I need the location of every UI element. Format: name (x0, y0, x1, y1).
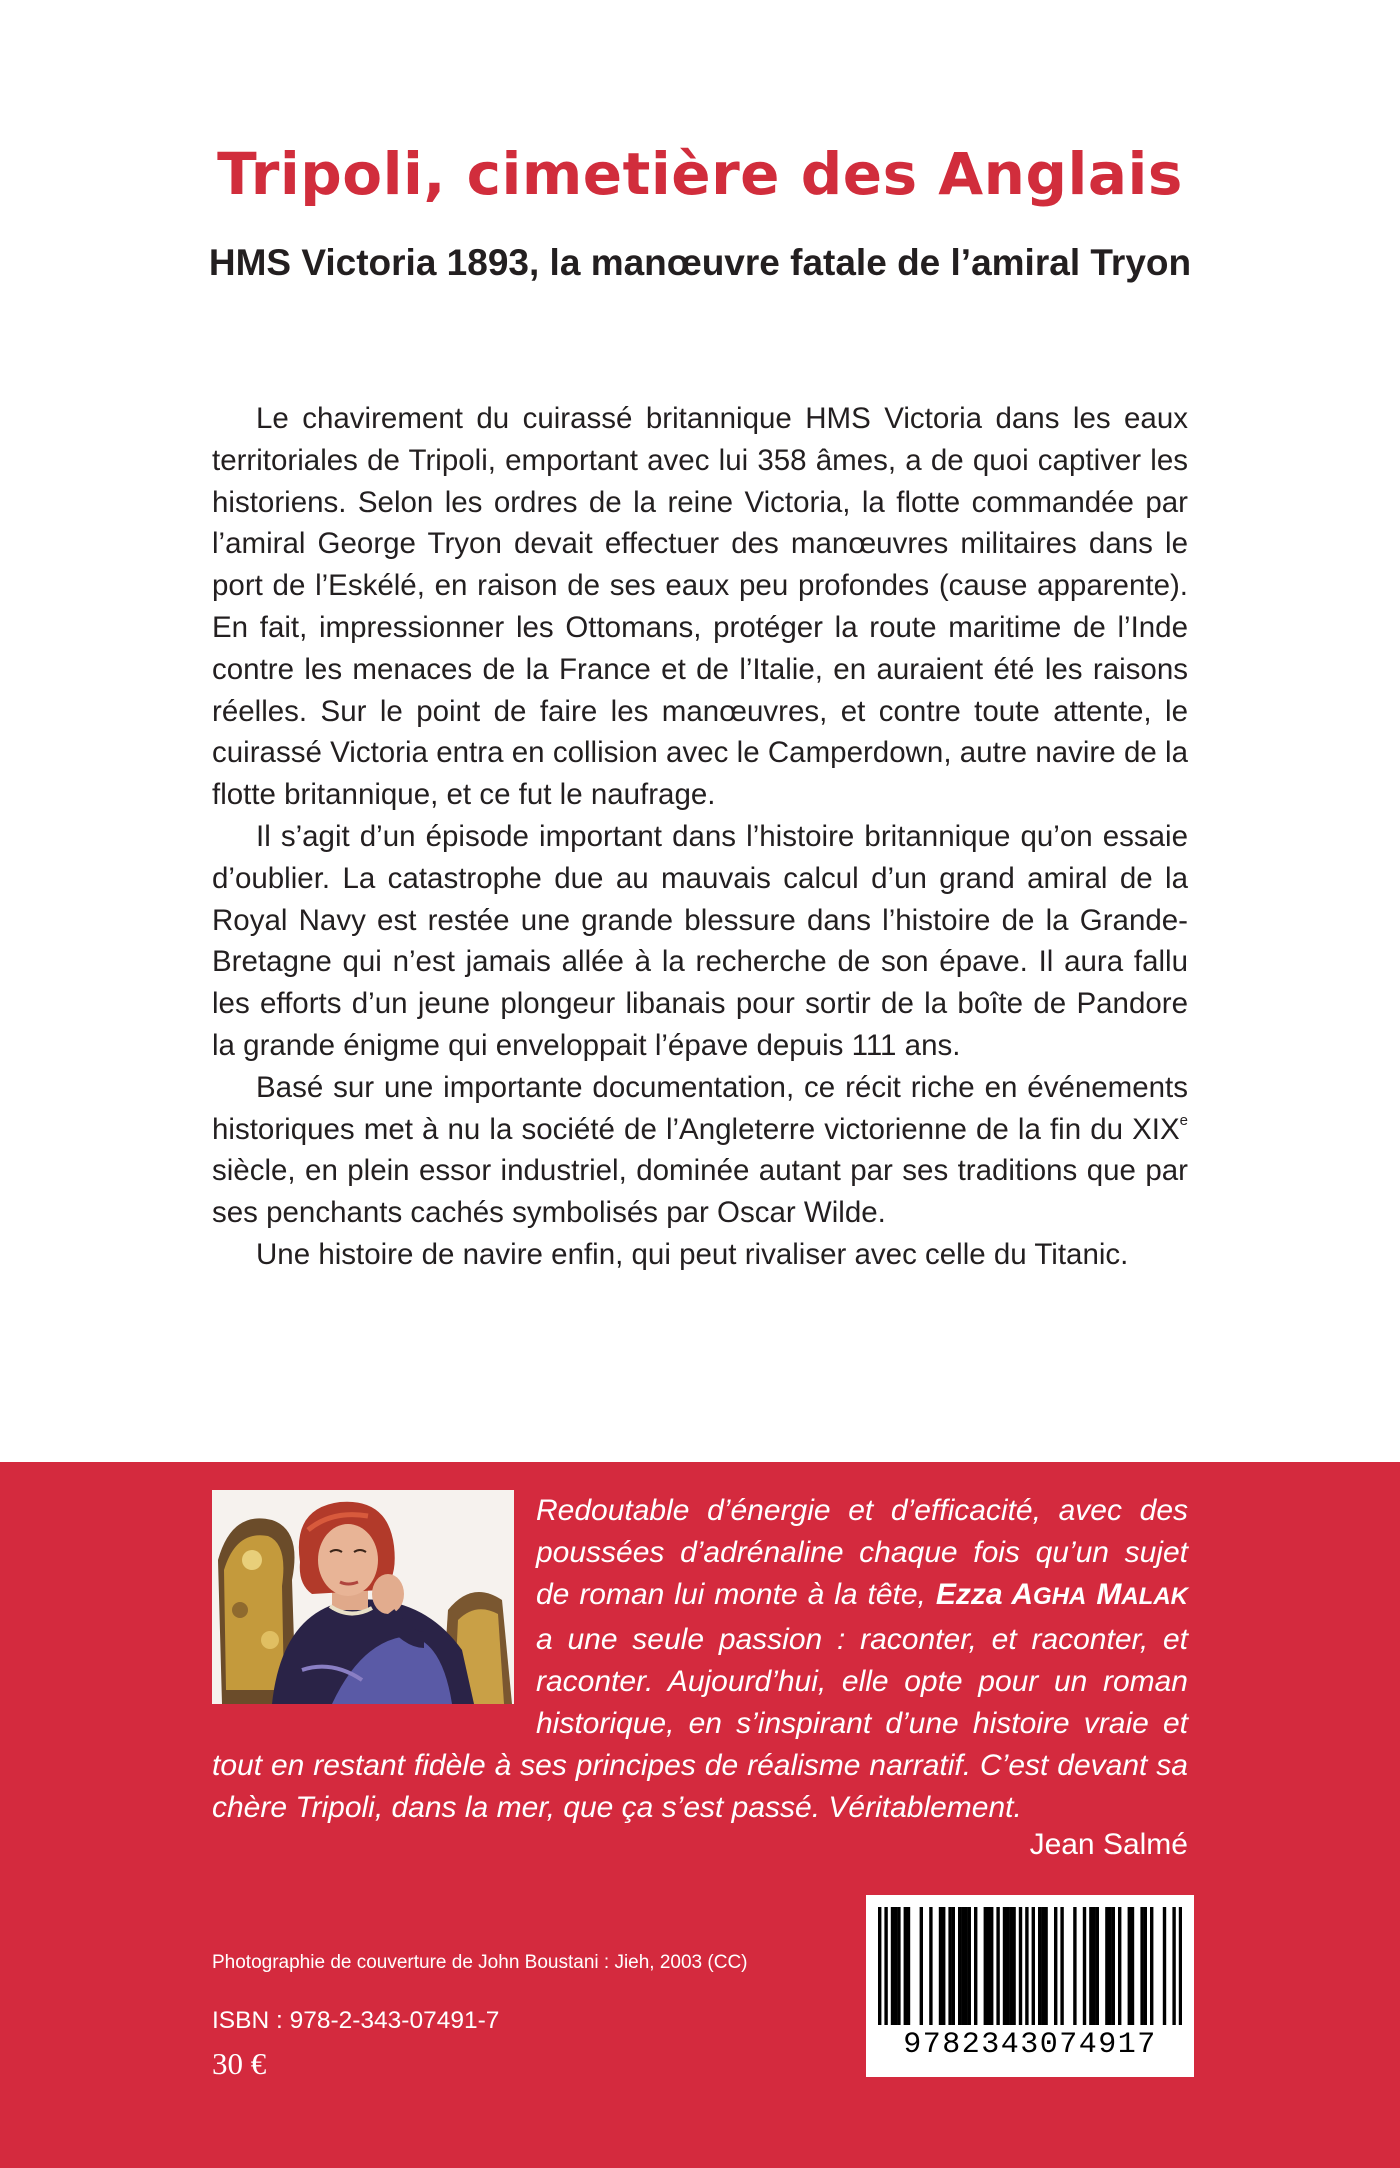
barcode-bar (891, 1907, 894, 2025)
barcode-bar (1112, 1907, 1115, 2025)
barcode-bar (1038, 1907, 1041, 2025)
barcode-bar (1108, 1907, 1111, 2025)
barcode-bar (942, 1907, 945, 2025)
barcode-bar (958, 1907, 961, 2025)
quote-text-before: Redoutable d’énergie et d’efficacité, avec des poussées d’adrénaline chaque fois qu’un sujet de roman lui monte à la tête, (536, 1494, 1188, 1612)
barcode-bar (1032, 1907, 1035, 2025)
book-subtitle: HMS Victoria 1893, la manœuvre fatale de l’amiral Tryon (208, 242, 1192, 283)
book-title: Tripoli, cimetière des Anglais (217, 140, 1183, 208)
barcode-bar (1172, 1907, 1175, 2025)
barcode-bar (987, 1907, 990, 2025)
author-first-name: Ezza (935, 1578, 1003, 1612)
author-initial: M (1096, 1578, 1122, 1612)
barcode-bar (1128, 1907, 1131, 2025)
barcode-bar (1019, 1907, 1022, 2025)
barcode-bar (1092, 1907, 1095, 2025)
barcode-bar (1140, 1907, 1143, 2025)
barcode-bar (904, 1907, 907, 2025)
blurb-paragraph (212, 1067, 1188, 1234)
photo-spacer (212, 1490, 536, 1714)
isbn: ISBN : 978-2-343-07491-7 (212, 2007, 500, 2034)
barcode-bar (1096, 1907, 1099, 2025)
author-quote (212, 1490, 1188, 1830)
barcode-bar (1003, 1907, 1006, 2025)
barcode-bar (1041, 1907, 1044, 2025)
blurb-paragraph: Le chavirement du cuirassé britannique HMS Victoria dans les eaux territoriales de Tripoli, emportant avec lui 358 âmes, a de quoi captiver les historiens. Selon les ordres de la reine Victoria, la flotte commandée par l’amiral George Tryon devait effectuer des manœuvres militaires dans le port de l’Eskélé, en raison de ses eaux peu profondes (cause apparente). En fait, impressionner les Ottomans, protéger la route maritime de l’Inde contre les menaces de la France et de l’Italie, en auraient été les raisons réelles. Sur le point de faire les manœuvres, et contre toute attente, le cuirassé Victoria entra en collision avec le Camperdown, autre navire de la flotte britannique, et ce fut le naufrage. (212, 402, 1188, 812)
photo-credit: Photographie de couverture de John Boustani : Jieh, 2003 (CC) (212, 1952, 748, 1973)
century-superscript: e (1179, 1111, 1188, 1129)
barcode-bar (1009, 1907, 1012, 2025)
quote-text-after: a une seule passion : raconter, et raconter, et raconter. Aujourd’hui, elle opte pour un roman historique, en s’inspirant d’une histoire vraie et tout en restant fidèle à ses principes de réalisme narratif. C’est devant sa chère Tripoli, dans la mer, que ça s’est passé. Véritablement. (212, 1622, 1188, 1825)
barcode-bar (1073, 1907, 1076, 2025)
blurb-text: Basé sur une importante documentation, ce récit riche en événements historiques met à nu la société de l’Angleterre victorienne de la fin du XIX (212, 1070, 1188, 1146)
author-initial: A (1011, 1578, 1034, 1612)
barcode-bar (961, 1907, 964, 2025)
barcode-bar (897, 1907, 900, 2025)
barcode-bar (1054, 1907, 1057, 2025)
barcode-bar (952, 1907, 955, 2025)
price: 30 € (212, 2046, 267, 2081)
back-cover-blurb (212, 398, 1188, 1276)
barcode-bar (1012, 1907, 1015, 2025)
barcode (866, 1895, 1194, 2077)
barcode-bar (1163, 1907, 1166, 2025)
barcode-bar (1144, 1907, 1147, 2025)
author-name-smallcaps: GHA (1033, 1583, 1087, 1611)
barcode-bar (1006, 1907, 1009, 2025)
barcode-bar (939, 1907, 942, 2025)
barcode-bar (974, 1907, 977, 2025)
author-name-smallcaps: ALAK (1121, 1583, 1188, 1611)
barcode-bar (1131, 1907, 1134, 2025)
author-name (936, 1578, 1188, 1611)
barcode-bar (894, 1907, 897, 2025)
barcode-bar (1044, 1907, 1047, 2025)
blurb-paragraph: Une histoire de navire enfin, qui peut rivaliser avec celle du Titanic. (256, 1237, 1129, 1271)
barcode-bar (920, 1907, 923, 2025)
barcode-digits: 9782343074917 (903, 2028, 1157, 2062)
barcode-bar (1179, 1907, 1182, 2025)
barcode-bar (878, 1907, 881, 2025)
barcode-bar (884, 1907, 887, 2025)
barcode-bar (907, 1907, 910, 2025)
barcode-bar (968, 1907, 971, 2025)
barcode-bar (1089, 1907, 1092, 2025)
quote-signature: Jean Salmé (1029, 1828, 1188, 1861)
barcode-bar (996, 1907, 999, 2025)
barcode-bar (948, 1907, 951, 2025)
barcode-bar (1150, 1907, 1153, 2025)
barcode-bar (964, 1907, 967, 2025)
blurb-paragraph: Il s’agit d’un épisode important dans l’histoire britannique qu’on essaie d’oublier. La catastrophe due au mauvais calcul d’un grand amiral de la Royal Navy est restée une grande blessure dans l’histoire de la Grande-Bretagne qui n’est jamais allée à la recherche de son épave. Il aura fallu les efforts d’un jeune plongeur libanais pour sortir de la boîte de Pandore la grande énigme qui enveloppait l’épave depuis 111 ans. (212, 819, 1188, 1062)
barcode-bar (1060, 1907, 1063, 2025)
barcode-bar (1105, 1907, 1108, 2025)
barcode-bar (984, 1907, 987, 2025)
barcode-bar (1083, 1907, 1086, 2025)
barcode-bar (929, 1907, 932, 2025)
barcode-bar (1118, 1907, 1121, 2025)
blurb-text: siècle, en plein essor industriel, dominée autant par ses traditions que par ses penchants cachés symbolisés par Oscar Wilde. (212, 1154, 1188, 1230)
barcode-bar (990, 1907, 993, 2025)
barcode-bars (878, 1907, 1182, 2025)
barcode-bar (1025, 1907, 1028, 2025)
